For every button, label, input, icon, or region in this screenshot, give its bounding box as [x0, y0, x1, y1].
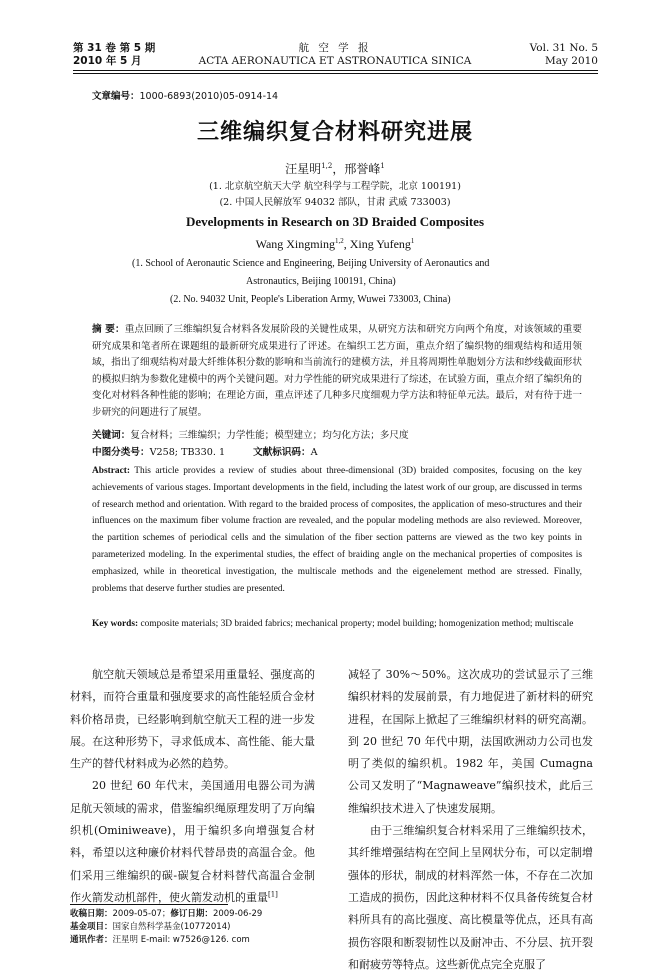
footnote-rule [70, 904, 228, 905]
keywords-en-label: Key words: [92, 619, 139, 629]
abstract-en [92, 463, 582, 597]
abstract-en-label: Abstract: [92, 466, 131, 476]
journal-name-cn: 航 空 学 报 [298, 42, 372, 54]
affiliation-1-en-line1: (1. School of Aeronautic Science and Engineering, Beijing University of Aeronautics and [132, 258, 490, 269]
body-paragraph [70, 775, 315, 909]
author-sep-cn: ， [332, 162, 345, 176]
author-1-cn: 汪星明 [285, 162, 322, 176]
footnote-corresponding-author [70, 934, 262, 947]
header-volume-en [530, 42, 598, 68]
fund-value: 国家自然科学基金(10772014) [112, 922, 231, 932]
affiliation-2-en: (2. No. 94032 Unit, People's Liberation Army, Wuwei 733003, China) [170, 294, 451, 305]
abstract-en-text: This article provides a review of studies about three-dimensional (3D) braided composites, focusing on the key achievements of various stages. Important developments in the field, including the latest work of our group, are discussed in terms of research method and orientation. With regard to the braided process of composites, the application of meso-structures and their influences on the maximum fiber volume fraction are revealed, and the popular modeling methods are also reviewed. Moreover, the partition schemes of periodical cells and the simulation of the fiber section patterns are viewed as the two key points in parameterized modeling. In the experimental studies, the effect of braiding angle on the mechanical properties of composites is emphasized, while in theoretical investigation, the multiscale methods and the eigenelement method are stressed. Finally, problems that deserve further studies are presented. [92, 466, 582, 594]
clc-label: 中图分类号： [92, 447, 150, 458]
keywords-en [92, 616, 582, 633]
title-cn: 三维编织复合材料研究进展 [196, 120, 473, 145]
author-1-en-affil: 1,2 [334, 237, 344, 245]
header-date-en: May 2010 [544, 55, 598, 67]
author-1-en: Wang Xingming [255, 237, 335, 251]
header-volume-issue-en: Vol. 31 No. 5 [529, 42, 598, 54]
article-number [92, 88, 278, 102]
keywords-cn [92, 428, 582, 445]
doc-code-label: 文献标识码： [253, 447, 311, 458]
footnote-dates [70, 908, 262, 921]
keywords-cn-text: 复合材料；三维编织；力学性能；模型建立；均匀化方法；多尺度 [130, 430, 409, 441]
fund-label: 基金项目： [70, 922, 113, 932]
header-date-cn: 2010 年 5 月 [73, 55, 142, 67]
body-paragraph: 减轻了 30%～50%。这次成功的尝试显示了三维编织材料的发展前景，有力地促进了新材料的研究进程，在国际上掀起了三维编织材料的研究高潮。到 20 世纪 70 年代中期，法国欧洲动力公司也发明了类似的编织机。1982 年，美国 Cumagna 公司又发明了“Magnaweave”编织技术，此后三维编织技术进入了快速发展期。 [348, 668, 593, 815]
abstract-cn [92, 322, 582, 422]
author-sep-en: , [343, 237, 350, 251]
footnote-fund [70, 921, 262, 934]
received-label: 收稿日期： [70, 909, 113, 919]
body-paragraph: 由于三维编织复合材料采用了三维编织技术，其纤维增强结构在空间上呈网状分布，可以定制增强体的形状，制成的材料浑然一体，不存在二次加工造成的损伤，因此这种材料不仅具备传统复合材料所具有的高比强度、高比模量等优点，还具有高损伤容限和断裂韧性以及耐冲击、不分层、抗开裂和耐疲劳等特点。这些新优点完全克服了 [348, 824, 593, 971]
affiliation-1-en-line2: Astronautics, Beijing 100191, China) [246, 276, 396, 287]
header-volume-issue-cn: 第 31 卷 第 5 期 [73, 42, 156, 54]
footnote [70, 908, 262, 947]
journal-header [0, 0, 670, 72]
keywords-cn-label: 关键词： [92, 430, 131, 441]
journal-name-en: ACTA AERONAUTICA ET ASTRONAUTICA SINICA [198, 55, 472, 67]
revised-label: 修订日期： [170, 909, 213, 919]
classification [92, 445, 582, 462]
abstract-cn-label: 摘 要： [92, 324, 125, 335]
revised-date: 2009-06-29 [212, 909, 263, 919]
corresponding-author-value: 汪星明 E-mail: w7526@126. com [112, 935, 250, 945]
authors-en [0, 237, 670, 252]
author-2-cn-affil: 1 [380, 162, 385, 170]
citation-ref: [1] [268, 890, 278, 899]
corresponding-author-label: 通讯作者： [70, 935, 113, 945]
affiliation-1-cn: (1. 北京航空航天大学 航空科学与工程学院，北京 100191) [209, 181, 461, 192]
clc-value: V258; TB330. 1 [149, 447, 226, 458]
received-date: 2009-05-07； [112, 909, 171, 919]
article-number-value: 1000-6893(2010)05-0914-14 [139, 91, 279, 102]
header-rule-thick [73, 70, 598, 71]
author-2-en: Xing Yufeng [349, 237, 411, 251]
body-paragraph: 航空航天领域总是希望采用重量轻、强度高的材料，而符合重量和强度要求的高性能轻质合金材料价格昂贵，已经影响到航空航天工程的进一步发展。在这种形势下，寻求低成本、高性能、能大量生产的替代材料成为必然的趋势。 [70, 668, 315, 771]
author-2-en-affil: 1 [410, 237, 415, 245]
body-left-column [70, 664, 315, 909]
article-number-label: 文章编号： [92, 91, 140, 102]
body-right-column [348, 664, 593, 976]
doc-code-value: A [310, 447, 318, 458]
author-1-cn-affil: 1,2 [321, 162, 333, 170]
title-en: Developments in Research on 3D Braided Composites [185, 214, 485, 229]
header-rule-thin [73, 73, 598, 74]
affiliation-2-cn: (2. 中国人民解放军 94032 部队，甘肃 武威 733003) [219, 197, 451, 208]
keywords-en-text: composite materials; 3D braided fabrics; mechanical property; model building; homogenization method; multiscale [140, 619, 574, 629]
authors-cn [0, 160, 670, 177]
abstract-cn-text: 重点回顾了三维编织复合材料各发展阶段的关键性成果，从研究方法和研究方向两个角度，对该领域的重要研究成果和笔者所在课题组的最新研究成果进行了评述。在编织工艺方面，重点介绍了编织物的细观结构和适用领域，指出了细观结构对最大纤维体积分数的影响和当前流行的建模方法，并且将周期性单胞划分方法和纱线截面形状的模拟归纳为参数化建模中的两个关键问题。对力学性能的研究成果进行了综述，在试验方面，重点介绍了编织角的变化对材料各种性能的影响；在理论方面，重点评述了几种多尺度细观力学方法和特征单元法。最后，对有待于进一步研究的问题进行了展望。 [92, 324, 583, 418]
author-2-cn: 邢誉峰 [344, 162, 381, 176]
body-paragraph-text: 20 世纪 60 年代末，美国通用电器公司为满足航天领域的需求，借鉴编织绳原理发明了万向编织机(Ominiweave)，用于编织多向增强复合材料，希望以这种廉价材料代替昂贵的高温合金。他们采用三维编织的碳-碳复合材料替代高温合金制作火箭发动机部件，使火箭发动机的重量 [70, 779, 315, 904]
